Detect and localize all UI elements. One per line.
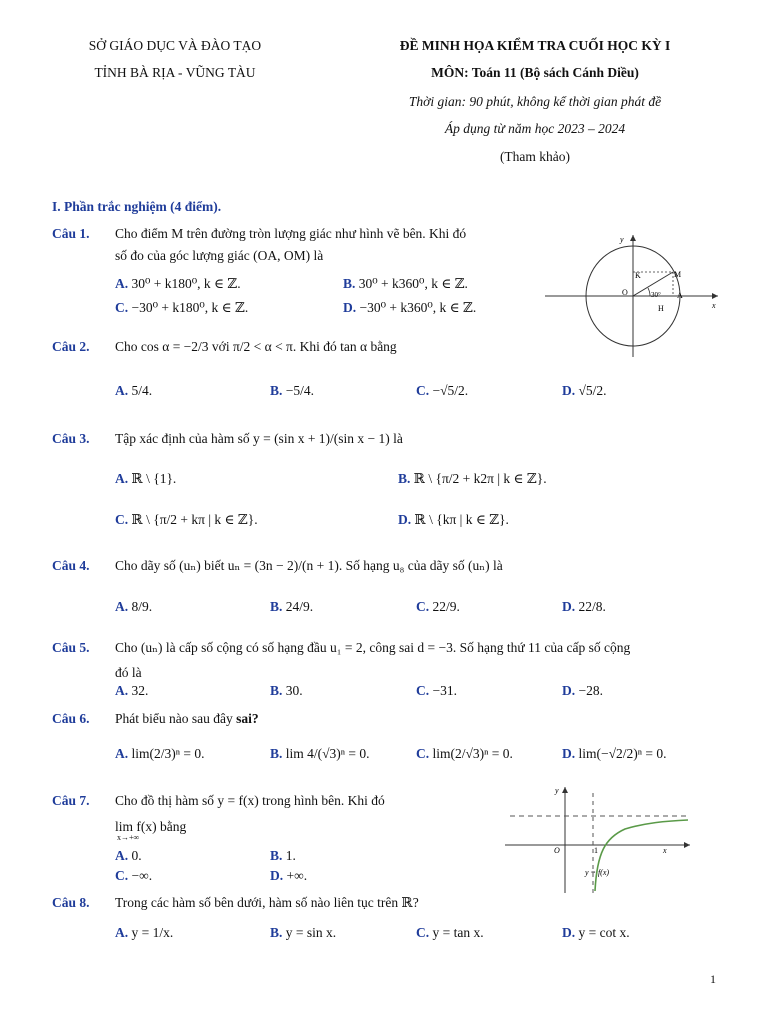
- option-b[interactable]: B. 24/9.: [270, 599, 314, 614]
- page-number: 1: [710, 972, 716, 986]
- question-label: Câu 8.: [52, 895, 90, 910]
- reference-note: (Tham khảo): [499, 149, 571, 164]
- option-b-text: 30⁰ + k360⁰, k ∈ ℤ.: [358, 276, 468, 291]
- option-d-text: y = cot x.: [578, 925, 630, 940]
- option-a-text: lim(2/3)ⁿ = 0.: [131, 746, 205, 761]
- question-text: số đo của góc lượng giác (OA, OM) là: [115, 248, 324, 263]
- fig7-y-label: y: [555, 786, 559, 795]
- fig1-k-label: K: [635, 271, 641, 280]
- question-label: Câu 3.: [52, 431, 90, 446]
- question-text: Tập xác định của hàm số y = (sin x + 1)/(sin x − 1) là: [115, 431, 403, 446]
- option-c[interactable]: C. ℝ \ {π/2 + kπ | k ∈ ℤ}.: [115, 512, 258, 527]
- option-a[interactable]: A. 30⁰ + k180⁰, k ∈ ℤ.: [115, 276, 241, 291]
- option-d[interactable]: D. lim(−√2/2)ⁿ = 0.: [562, 746, 667, 761]
- fig7-x-label: x: [663, 846, 667, 855]
- option-b[interactable]: B. −5/4.: [270, 383, 315, 398]
- option-b-text: 24/9.: [285, 599, 314, 614]
- fig7-curve-label: y = f(x): [585, 868, 610, 877]
- option-b[interactable]: B. y = sin x.: [270, 925, 337, 940]
- option-c[interactable]: C. −31.: [416, 683, 457, 698]
- option-b-text: lim 4/(√3)ⁿ = 0.: [285, 746, 370, 761]
- question-label: Câu 1.: [52, 226, 90, 241]
- option-d-text: ℝ \ {kπ | k ∈ ℤ}.: [414, 512, 509, 527]
- duration: Thời gian: 90 phút, không kể thời gian phát đề: [408, 94, 662, 109]
- option-c[interactable]: C. −√5/2.: [416, 383, 469, 398]
- exam-title: ĐỀ MINH HỌA KIỂM TRA CUỐI HỌC KỲ I: [399, 38, 671, 53]
- question-label: Câu 5.: [52, 640, 90, 655]
- unit-circle-figure: [540, 232, 725, 360]
- fig1-angle-label: 30°: [651, 291, 661, 299]
- fig1-a-label: A: [677, 291, 683, 300]
- option-c[interactable]: C. lim(2/√3)ⁿ = 0.: [416, 746, 513, 761]
- option-a-text: 32.: [131, 683, 149, 698]
- question-text: Cho (uₙ) là cấp số cộng có số hạng đầu u₁ = 2, công sai d = −3. Số hạng thứ 11 của cấp số cộng: [115, 640, 631, 655]
- question-text: đó là: [115, 665, 142, 680]
- option-c-text: 22/9.: [432, 599, 460, 614]
- fig7-one-label: 1: [594, 846, 598, 855]
- option-c-text: −∞.: [131, 868, 153, 883]
- option-d[interactable]: D. −28.: [562, 683, 603, 698]
- fig1-o-label: O: [622, 288, 628, 297]
- province-name: TỈNH BÀ RỊA - VŨNG TÀU: [94, 65, 256, 80]
- option-a[interactable]: A. 32.: [115, 683, 149, 698]
- option-a-text: 5/4.: [131, 383, 153, 398]
- option-a-text: y = 1/x.: [131, 925, 174, 940]
- option-a-text: 0.: [131, 848, 142, 863]
- function-graph-figure: [505, 783, 695, 895]
- subject: MÔN: Toán 11 (Bộ sách Cánh Diều): [431, 65, 639, 80]
- question-text: [115, 711, 259, 727]
- option-a-text: ℝ \ {1}.: [131, 471, 177, 486]
- question-text-main: Phát biểu nào sau đây: [115, 711, 233, 726]
- option-d-text: −28.: [578, 683, 603, 698]
- question-text: Cho điểm M trên đường tròn lượng giác như hình vẽ bên. Khi đó: [115, 226, 467, 241]
- option-c-text: lim(2/√3)ⁿ = 0.: [432, 746, 513, 761]
- option-b[interactable]: B. lim 4/(√3)ⁿ = 0.: [270, 746, 370, 761]
- question-text: Cho dãy số (uₙ) biết uₙ = (3n − 2)/(n + 1). Số hạng u₈ của dãy số (uₙ) là: [115, 558, 503, 573]
- option-d-text: 22/8.: [578, 599, 606, 614]
- option-c[interactable]: C. y = tan x.: [416, 925, 484, 940]
- school-year: Áp dụng từ năm học 2023 – 2024: [444, 121, 626, 136]
- option-c-text: −31.: [432, 683, 457, 698]
- option-c-text: −30⁰ + k180⁰, k ∈ ℤ.: [131, 300, 249, 315]
- option-b-text: 1.: [285, 848, 296, 863]
- option-c-text: y = tan x.: [432, 925, 484, 940]
- option-d-text: +∞.: [286, 868, 308, 883]
- question-text: Cho đồ thị hàm số y = f(x) trong hình bên. Khi đó: [115, 793, 385, 808]
- fig1-x-label: x: [712, 301, 716, 310]
- option-d-text: −30⁰ + k360⁰, k ∈ ℤ.: [359, 300, 477, 315]
- dept-name: SỞ GIÁO DỤC VÀ ĐÀO TẠO: [88, 38, 262, 53]
- fig1-m-label: M: [674, 270, 682, 279]
- option-a[interactable]: A. lim(2/3)ⁿ = 0.: [115, 746, 205, 761]
- option-d[interactable]: D. 22/8.: [562, 599, 606, 614]
- option-d[interactable]: D. √5/2.: [562, 383, 607, 398]
- option-c-text: ℝ \ {π/2 + kπ | k ∈ ℤ}.: [131, 512, 258, 527]
- option-d-text: lim(−√2/2)ⁿ = 0.: [578, 746, 667, 761]
- option-b-text: −5/4.: [285, 383, 315, 398]
- section-title: I. Phần trắc nghiệm (4 điểm).: [52, 199, 222, 214]
- question-text: Trong các hàm số bên dưới, hàm số nào liên tục trên ℝ?: [115, 895, 419, 910]
- question-label: Câu 2.: [52, 339, 90, 354]
- option-d[interactable]: D. −30⁰ + k360⁰, k ∈ ℤ.: [343, 300, 477, 315]
- fig7-o-label: O: [554, 846, 560, 855]
- option-a[interactable]: A. 5/4.: [115, 383, 153, 398]
- option-a[interactable]: A. 0.: [115, 848, 142, 863]
- option-d[interactable]: D. y = cot x.: [562, 925, 630, 940]
- option-a[interactable]: A. ℝ \ {1}.: [115, 471, 177, 486]
- option-b[interactable]: B. 1.: [270, 848, 296, 863]
- option-b[interactable]: B. 30.: [270, 683, 303, 698]
- question-label: Câu 6.: [52, 711, 90, 726]
- option-a-text: 30⁰ + k180⁰, k ∈ ℤ.: [131, 276, 241, 291]
- option-d-text: √5/2.: [578, 383, 607, 398]
- option-c[interactable]: C. −∞.: [115, 868, 153, 883]
- fig1-h-label: H: [658, 304, 664, 313]
- option-b-text: y = sin x.: [285, 925, 337, 940]
- option-b-text: 30.: [285, 683, 303, 698]
- question-text: lim f(x) bằng: [115, 819, 187, 834]
- option-d[interactable]: D. +∞.: [270, 868, 308, 883]
- question-label: Câu 4.: [52, 558, 90, 573]
- option-d[interactable]: D. ℝ \ {kπ | k ∈ ℤ}.: [398, 512, 509, 527]
- option-a-text: 8/9.: [131, 599, 153, 614]
- option-c[interactable]: C. −30⁰ + k180⁰, k ∈ ℤ.: [115, 300, 249, 315]
- limit-subscript: x→+∞: [117, 833, 140, 842]
- option-b[interactable]: B. ℝ \ {π/2 + k2π | k ∈ ℤ}.: [398, 471, 547, 486]
- question-emphasis: sai?: [236, 711, 259, 726]
- option-c[interactable]: C. 22/9.: [416, 599, 460, 614]
- option-c-text: −√5/2.: [432, 383, 469, 398]
- question-text: Cho cos α = −2/3 với π/2 < α < π. Khi đó tan α bằng: [115, 339, 397, 354]
- question-label: Câu 7.: [52, 793, 90, 808]
- option-a[interactable]: A. 8/9.: [115, 599, 153, 614]
- option-b-text: ℝ \ {π/2 + k2π | k ∈ ℤ}.: [413, 471, 547, 486]
- option-a[interactable]: A. y = 1/x.: [115, 925, 174, 940]
- fig1-y-label: y: [620, 235, 624, 244]
- option-b[interactable]: B. 30⁰ + k360⁰, k ∈ ℤ.: [343, 276, 468, 291]
